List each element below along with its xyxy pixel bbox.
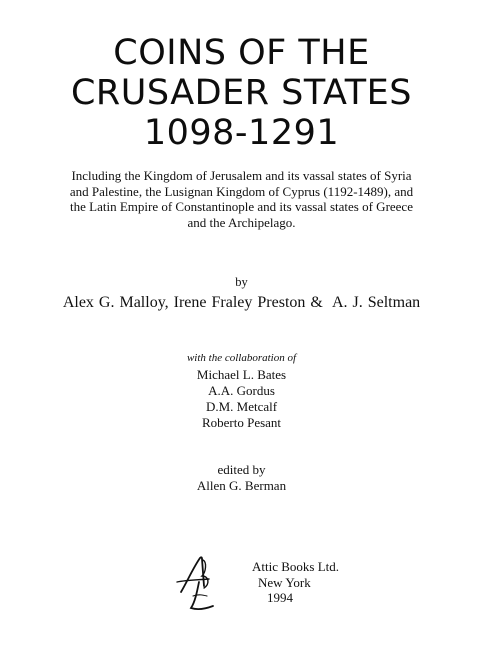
subtitle-line-4: and the Archipelago.	[187, 214, 296, 230]
publication-year: 1994	[267, 590, 293, 605]
title-line-2: CRUSADER STATES	[70, 73, 412, 113]
authors: Alex G. Malloy, Irene Fraley Preston & A. J. Seltman	[62, 294, 421, 311]
subtitle-line-1: Including the Kingdom of Jerusalem and its vassal states of Syria	[71, 168, 412, 183]
attic-books-logo-icon	[173, 552, 235, 614]
collaborator-3: D.M. Metcalf	[205, 399, 278, 414]
title-line-1: COINS OF THE	[113, 33, 370, 73]
edited-by-label: edited by	[217, 462, 266, 477]
title-line-3: 1098-1291	[143, 113, 340, 153]
subtitle-line-3: the Latin Empire of Constantinople and its vassal states of Greece	[70, 199, 413, 214]
editor-name: Allen G. Berman	[196, 478, 287, 493]
subtitle-line-2: and Palestine, the Lusignan Kingdom of Cyprus (1192-1489), and	[69, 183, 414, 199]
subtitle	[0, 168, 483, 230]
collaboration-label: with the collaboration of	[186, 352, 297, 364]
collaborator-1: Michael L. Bates	[196, 367, 287, 382]
collaborator-2: A.A. Gordus	[208, 383, 275, 398]
collaborator-4: Roberto Pesant	[201, 415, 282, 430]
publisher-name: Attic Books Ltd.	[252, 559, 340, 574]
by-label: by	[235, 275, 248, 289]
publisher-city: New York	[258, 574, 311, 590]
publisher-block	[252, 559, 402, 606]
